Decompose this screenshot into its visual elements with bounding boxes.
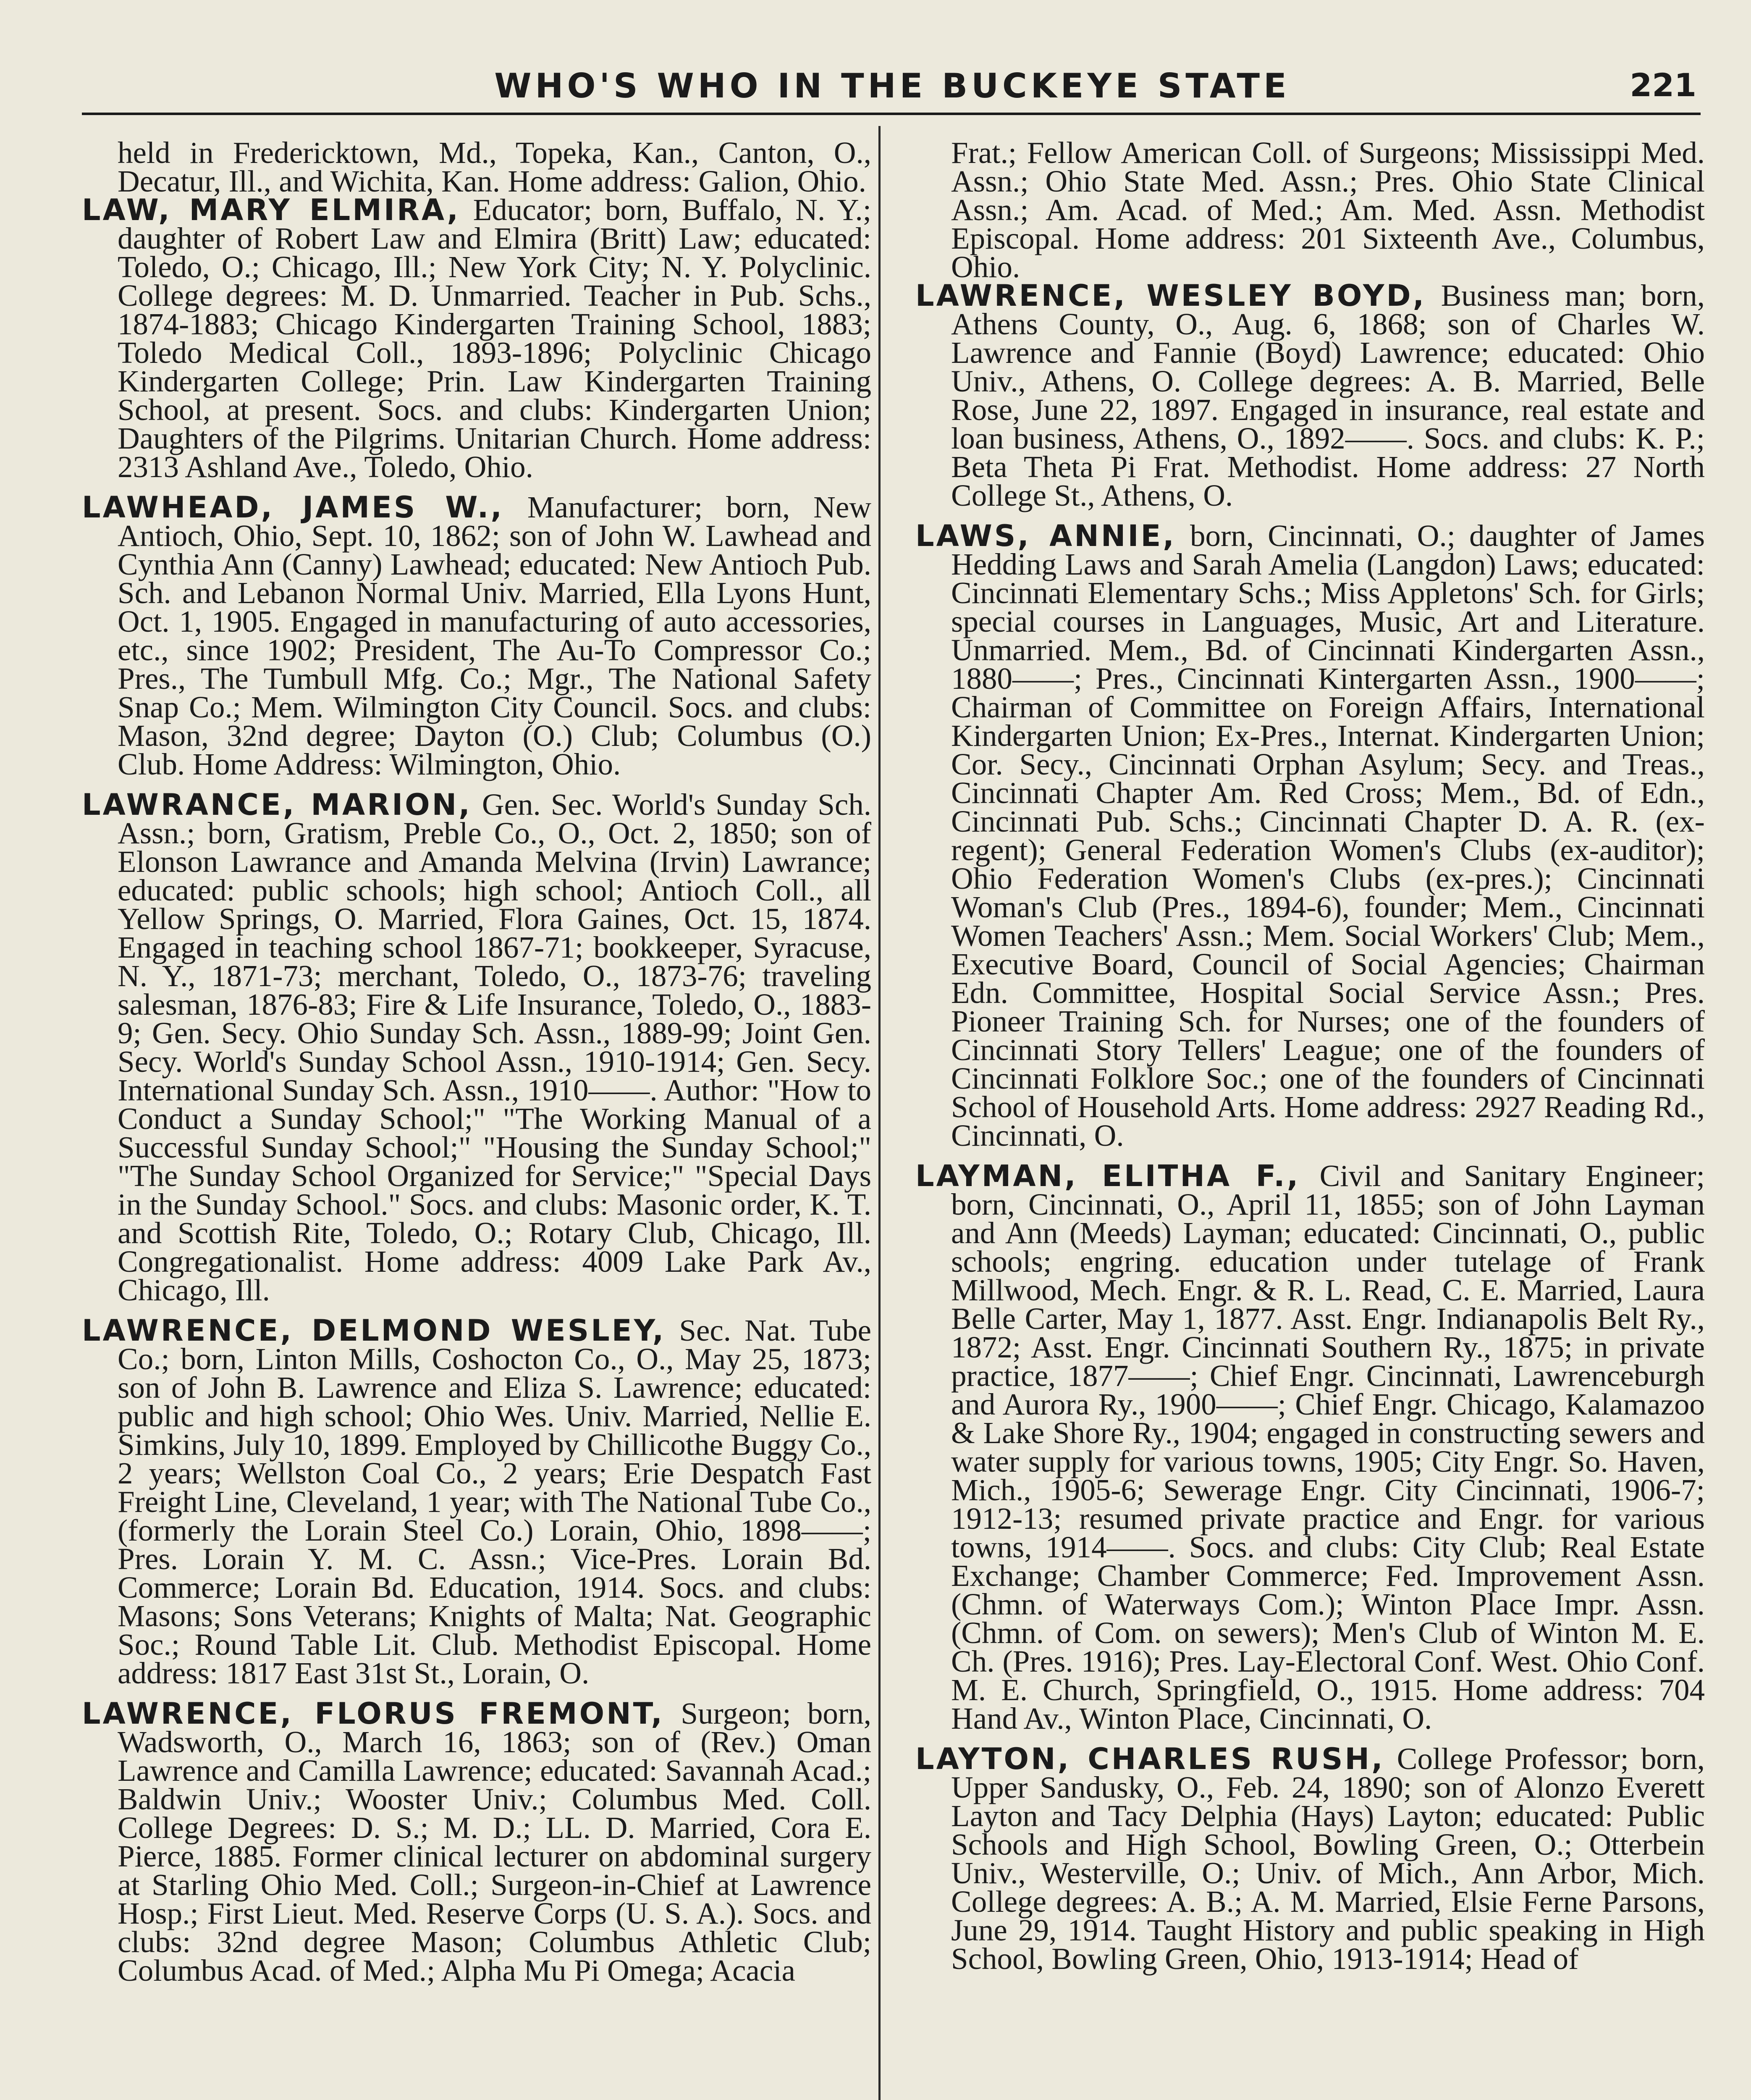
entry-name: LAYMAN, ELITHA F.,: [915, 1159, 1300, 1193]
entry-text: Surgeon; born, Wadsworth, O., March 16, 1863; son of (Rev.) Oman Lawrence and Camilla Lawrence; educated: Savannah Acad.; Baldwin Univ.; Wooster Univ.; Columbus Med. Coll. College Degrees: D. S.; M. D.; LL. D. Married, Cora E. Pierce, 1885. Former clinical lecturer on abdominal surgery at Starling Ohio Med. Coll.; Surgeon-in-Chief at Lawrence Hosp.; First Lieut. Med. Reserve Corps (U. S. A.). Socs. and clubs: 32nd degree Mason; Columbus Athletic Club; Columbus Acad. of Med.; Alpha Mu Pi Omega; Acacia: [118, 1696, 871, 1987]
entry-name: LAWHEAD, JAMES W.,: [82, 490, 504, 525]
entry-name: LAWS, ANNIE,: [915, 519, 1176, 553]
biography-entry: [915, 1742, 1705, 1976]
page-header: [84, 63, 1701, 113]
entry-name: LAWRENCE, DELMOND WESLEY,: [82, 1313, 666, 1348]
biography-entry: [82, 790, 871, 1305]
entry-name: LAWRENCE, WESLEY BOYD,: [915, 278, 1426, 313]
biography-entry: [915, 278, 1705, 512]
entry-text: Gen. Sec. World's Sunday Sch. Assn.; born, Gratism, Preble Co., O., Oct. 2, 1850; son of Elonson Lawrance and Amanda Melvina (Irvin) Lawrance; educated: public schools; high school; Antioch Coll., all Yellow Springs, O. Married, Flora Gaines, Oct. 15, 1874. Engaged in teaching school 1867-71; bookkeeper, Syracuse, N. Y., 1871-73; merchant, Toledo, O., 1873-76; traveling salesman, 1876-83; Fire & Life Insurance, Toledo, O., 1883-9; Gen. Secy. Ohio Sunday Sch. Assn., 1889-99; Joint Gen. Secy. World's Sunday School Assn., 1910-1914; Gen. Secy. International Sunday Sch. Assn., 1910——. Author: "How to Conduct a Sunday School;" "The Working Manual of a Successful Sunday School;" "Housing the Sunday School;" "The Sunday School Organized for Service;" "Special Days in the Sunday School." Socs. and clubs: Masonic order, K. T. and Scottish Rite, Toledo, O.; Rotary Club, Chicago, Ill. Congregationalist. Home address: 4009 Lake Park Av., Chicago, Ill.: [118, 788, 871, 1307]
entry-text: Civil and Sanitary Engineer; born, Cincinnati, O., April 11, 1855; son of John Layman and Ann (Meeds) Layman; educated: Cincinnati, O., public schools; engring. education under tutelage of Frank Millwood, Mech. Engr. & R. L. Read, C. E. Married, Laura Belle Carter, May 1, 1877. Asst. Engr. Indianapolis Belt Ry., 1872; Asst. Engr. Cincinnati Southern Ry., 1875; in private practice, 1877——; Chief Engr. Cincinnati, Lawrenceburgh and Aurora Ry., 1900——; Chief Engr. Chicago, Kalamazoo & Lake Shore Ry., 1904; engaged in constructing sewers and water supply for various towns, 1905; City Engr. So. Haven, Mich., 1905-6; Sewerage Engr. City Cincinnati, 1906-7; 1912-13; resumed private practice and Engr. for various towns, 1914——. Socs. and clubs: City Club; Real Estate Exchange; Chamber Commerce; Fed. Improvement Assn. (Chmn. of Waterways Com.); Winton Place Impr. Assn. (Chmn. of Com. on sewers); Men's Club of Winton M. E. Ch. (Pres. 1916); Pres. Lay-Electoral Conf. West. Ohio Conf. M. E. Church, Springfield, O., 1915. Home address: 704 Hand Av., Winton Place, Cincinnati, O.: [951, 1159, 1705, 1735]
continued-entry-text: Frat.; Fellow American Coll. of Surgeons; Mississippi Med. Assn.; Ohio State Med. Assn.; Pres. Ohio State Clinical Assn.; Am. Acad. of Med.; Am. Med. Assn. Methodist Episcopal. Home address: 201 Sixteenth Ave., Columbus, Ohio.: [951, 136, 1705, 284]
continued-entry-text: held in Fredericktown, Md., Topeka, Kan., Canton, O., Decatur, Ill., and Wichita, Kan. Home address: Galion, Ohio.: [118, 136, 871, 198]
biography-entry: [915, 1159, 1705, 1735]
entry-name: LAWRANCE, MARION,: [82, 788, 472, 822]
biography-entry: [915, 519, 1705, 1152]
entry-name: LAYTON, CHARLES RUSH,: [915, 1742, 1385, 1776]
entry-text: Business man; born, Athens County, O., Aug. 6, 1868; son of Charles W. Lawrence and Fannie (Boyd) Lawrence; educated: Ohio Univ., Athens, O. College degrees: A. B. Married, Belle Rose, June 22, 1897. Engaged in insurance, real estate and loan business, Athens, O., 1892——. Socs. and clubs: K. P.; Beta Theta Pi Frat. Methodist. Home address: 27 North College St., Athens, O.: [951, 278, 1705, 512]
entry-name: LAW, MARY ELMIRA,: [82, 193, 460, 227]
running-head: WHO'S WHO IN THE BUCKEYE STATE: [494, 66, 1290, 105]
column-divider: [878, 126, 881, 2100]
left-column: [82, 136, 871, 1987]
entry-text: Educator; born, Buffalo, N. Y.; daughter of Robert Law and Elmira (Britt) Law; educated: Toledo, O.; Chicago, Ill.; New York City; N. Y. Polyclinic. College degrees: M. D. Unmarried. Teacher in Pub. Schs., 1874-1883; Chicago Kindergarten Training School, 1883; Toledo Medical Coll., 1893-1896; Polyclinic Chicago Kindergarten College; Prin. Law Kindergarten Training School, at present. Socs. and clubs: Kindergarten Union; Daughters of the Pilgrims. Unitarian Church. Home address: 2313 Ashland Ave., Toledo, Ohio.: [118, 193, 871, 484]
biography-entry: [82, 1696, 871, 1987]
page-number: 221: [1630, 66, 1696, 104]
entry-text: Sec. Nat. Tube Co.; born, Linton Mills, Coshocton Co., O., May 25, 1873; son of John B. Lawrence and Eliza S. Lawrence; educated: public and high school; Ohio Wes. Univ. Married, Nellie E. Simkins, July 10, 1899. Employed by Chillicothe Buggy Co., 2 years; Wellston Coal Co., 2 years; Erie Despatch Fast Freight Line, Cleveland, 1 year; with The National Tube Co., (formerly the Lorain Steel Co.) Lorain, Ohio, 1898——; Pres. Lorain Y. M. C. Assn.; Vice-Pres. Lorain Bd. Commerce; Lorain Bd. Education, 1914. Socs. and clubs: Masons; Sons Veterans; Knights of Malta; Nat. Geographic Soc.; Round Table Lit. Club. Methodist Episcopal. Home address: 1817 East 31st St., Lorain, O.: [118, 1313, 871, 1690]
biography-entry: [82, 490, 871, 781]
entry-text: College Professor; born, Upper Sandusky, O., Feb. 24, 1890; son of Alonzo Everett Layton and Tacy Delphia (Hays) Layton; educated: Public Schools and High School, Bowling Green, O.; Otterbein Univ., Westerville, O.; Univ. of Mich., Ann Arbor, Mich. College degrees: A. B.; A. M. Married, Elsie Ferne Parsons, June 29, 1914. Taught History and public speaking in High School, Bowling Green, Ohio, 1913-1914; Head of: [951, 1742, 1705, 1976]
entry-text: born, Cincinnati, O.; daughter of James Hedding Laws and Sarah Amelia (Langdon) Laws; educated: Cincinnati Elementary Schs.; Miss Appletons' Sch. for Girls; special courses in Languages, Music, Art and Literature. Unmarried. Mem., Bd. of Cincinnati Kindergarten Assn., 1880——; Pres., Cincinnati Kintergarten Assn., 1900——; Chairman of Committee on Foreign Affairs, International Kindergarten Union; Ex-Pres., Internat. Kindergarten Union; Cor. Secy., Cincinnati Orphan Asylum; Secy. and Treas., Cincinnati Chapter Am. Red Cross; Mem., Bd. of Edn., Cincinnati Pub. Schs.; Cincinnati Chapter D. A. R. (ex-regent); General Federation Women's Clubs (ex-auditor); Ohio Federation Women's Clubs (ex-pres.); Cincinnati Woman's Club (Pres., 1894-6), founder; Mem., Cincinnati Women Teachers' Assn.; Mem. Social Workers' Club; Mem., Executive Board, Council of Social Agencies; Chairman Edn. Committee, Hospital Social Service Assn.; Pres. Pioneer Training Sch. for Nurses; one of the founders of Cincinnati Story Tellers' League; one of the founders of Cincinnati Folklore Soc.; one of the founders of Cincinnati School of Household Arts. Home address: 2927 Reading Rd., Cincinnati, O.: [951, 519, 1705, 1152]
entry-text: Manufacturer; born, New Antioch, Ohio, Sept. 10, 1862; son of John W. Lawhead and Cynthia Ann (Canny) Lawhead; educated: New Antioch Pub. Sch. and Lebanon Normal Univ. Married, Ella Lyons Hunt, Oct. 1, 1905. Engaged in manufacturing of auto accessories, etc., since 1902; President, The Au-To Compressor Co.; Pres., The Tumbull Mfg. Co.; Mgr., The National Safety Snap Co.; Mem. Wilmington City Council. Socs. and clubs: Mason, 32nd degree; Dayton (O.) Club; Columbus (O.) Club. Home Address: Wilmington, Ohio.: [118, 490, 871, 781]
biography-entry: [82, 1313, 871, 1690]
right-column: [915, 136, 1705, 1976]
biography-entry: [82, 193, 871, 484]
entry-name: LAWRENCE, FLORUS FREMONT,: [82, 1696, 665, 1731]
header-rule: [82, 113, 1701, 115]
